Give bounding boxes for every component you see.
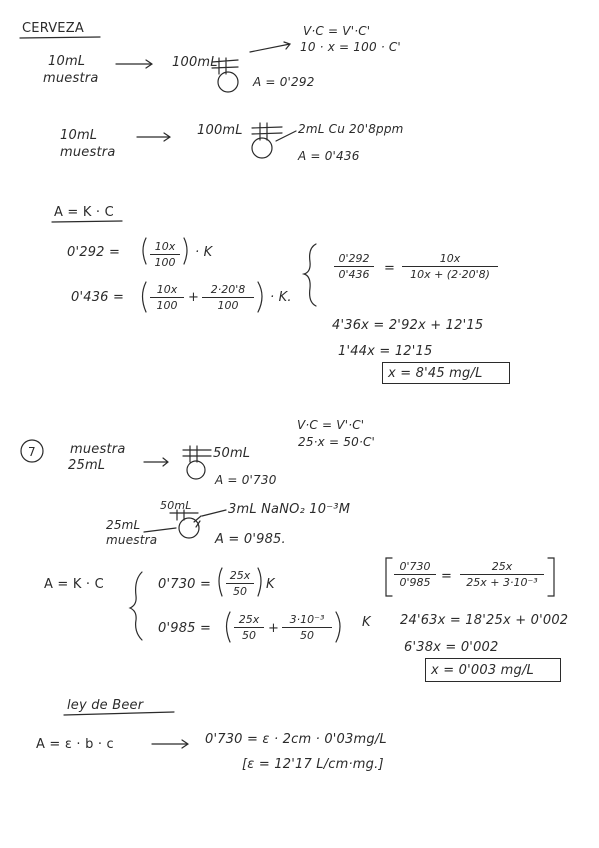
equation2-denominator-a: 100	[156, 299, 178, 312]
stir-mark	[194, 516, 201, 527]
equation2-numerator-b: 2·20'8	[202, 284, 254, 298]
sample-a-label: muestra	[43, 71, 99, 86]
dilution-equation-2-substituted: 25·x = 50·C'	[298, 435, 376, 449]
sample-a-volume: 10mL	[48, 54, 86, 69]
beer-law-kc-2: A = K · C	[44, 577, 104, 592]
equation1-denominator: 100	[154, 256, 176, 269]
solve-step-1: 4'36x = 2'92x + 12'15	[332, 318, 484, 333]
equation1-numerator: 10x	[150, 241, 180, 255]
result-1: x = 8'45 mg/L	[388, 366, 483, 381]
solve-step-2: 1'44x = 12'15	[338, 344, 433, 359]
arrow-icon	[250, 42, 290, 52]
ratio2-equals: =	[441, 569, 453, 584]
ratio-right-numerator: 10x	[402, 253, 498, 267]
bracket-left	[386, 558, 392, 596]
equation4-denominator-a: 50	[242, 629, 256, 642]
flask-neck-mark	[183, 446, 211, 462]
paren-left	[143, 238, 146, 264]
equation4-rhs: K	[362, 615, 371, 630]
sample-arrow-line	[144, 528, 176, 532]
equation4-numerator-b: 3·10⁻³	[282, 614, 332, 628]
equation3-lhs: 0'730 =	[158, 577, 212, 592]
paren-left	[227, 612, 231, 642]
equation4-numerator-a: 25x	[234, 614, 264, 628]
flask-volume-2b: 50mL	[160, 499, 192, 512]
ratio2-left-fraction	[394, 561, 436, 588]
flask-volume-2: 50mL	[213, 446, 251, 461]
equation4-fraction-b	[282, 614, 332, 641]
equation4-lhs: 0'985 =	[158, 621, 212, 636]
sample-b-volume: 10mL	[60, 128, 98, 143]
absorbance-2b: A = 0'985.	[215, 532, 286, 547]
equation1-lhs: 0'292 =	[67, 245, 121, 260]
dilution-equation: V·C = V'·C'	[303, 24, 371, 38]
ratio-left-denominator: 0'436	[338, 268, 370, 281]
bracket-right	[548, 558, 554, 596]
flask-a-volume: 100mL	[172, 55, 218, 70]
paren-left	[143, 282, 147, 312]
arrow-icon	[152, 740, 188, 748]
volumetric-flask-icon	[252, 138, 272, 158]
arrow-icon	[137, 133, 170, 141]
result-2: x = 0'003 mg/L	[431, 663, 534, 678]
absorbance-a: A = 0'292	[253, 75, 315, 89]
equation3-fraction	[226, 570, 254, 597]
solve2-step-2: 6'38x = 0'002	[404, 640, 499, 655]
ratio2-left-numerator: 0'730	[394, 561, 436, 575]
volumetric-flask-icon	[187, 461, 205, 479]
curly-brace	[304, 244, 316, 306]
problem-number: 7	[28, 445, 36, 459]
sample-volume-2: 25mL	[68, 458, 106, 473]
equation3-rhs: K	[266, 577, 275, 592]
equation4-fraction-a	[234, 614, 264, 641]
added-nitrite-standard: 3mL NaNO₂ 10⁻³M	[228, 502, 351, 517]
ratio-left-fraction	[334, 253, 374, 280]
sample-volume-2b: 25mL	[106, 518, 141, 532]
equation1-fraction	[150, 241, 180, 268]
sample-label-2b: muestra	[106, 533, 158, 547]
ratio2-right-numerator: 25x	[460, 561, 544, 575]
paren-right	[184, 238, 187, 264]
ratio-right-fraction	[402, 253, 498, 280]
equation2-fraction-b	[202, 284, 254, 311]
title-underline	[20, 37, 100, 38]
ratio2-right-denominator: 25x + 3·10⁻³	[466, 576, 538, 589]
equation1-rhs: · K	[195, 245, 213, 260]
paren-right	[258, 568, 261, 596]
beer-law-kc: A = K · C	[54, 205, 114, 220]
addition-line	[276, 131, 296, 141]
beer-law-substitution: 0'730 = ε · 2cm · 0'03mg/L	[205, 732, 387, 747]
beer-law-title: ley de Beer	[67, 698, 144, 713]
beer-law-formula: A = ε · b · c	[36, 737, 114, 752]
paren-left	[219, 568, 222, 596]
arrow-icon	[144, 458, 168, 466]
volumetric-flask-icon	[218, 72, 238, 92]
equation2-numerator-a: 10x	[150, 284, 184, 298]
equation2-rhs: · K.	[270, 290, 292, 305]
equation3-denominator: 50	[233, 585, 247, 598]
section-title-cerveza: CERVEZA	[22, 21, 84, 36]
beer-law-underline	[52, 221, 122, 222]
equation2-lhs: 0'436 =	[71, 290, 125, 305]
paren-right	[258, 282, 262, 312]
solve2-step-1: 24'63x = 18'25x + 0'002	[400, 613, 569, 628]
ratio-equals: =	[384, 261, 396, 276]
volumetric-flask-icon	[179, 518, 199, 538]
added-copper-standard: 2mL Cu 20'8ppm	[298, 122, 404, 136]
equation2-fraction-a	[150, 284, 184, 311]
absorbance-2a: A = 0'730	[215, 473, 277, 487]
equation4-denominator-b: 50	[300, 629, 314, 642]
equation3-numerator: 25x	[226, 570, 254, 584]
flask-b-volume: 100mL	[197, 123, 243, 138]
absorbance-b: A = 0'436	[298, 149, 360, 163]
ratio2-right-fraction	[460, 561, 544, 588]
ratio2-left-denominator: 0'985	[399, 576, 431, 589]
sample-b-label: muestra	[60, 145, 116, 160]
equation2-plus: +	[188, 290, 200, 305]
curly-brace	[130, 572, 142, 640]
dilution-equation-2: V·C = V'·C'	[297, 418, 365, 432]
sample-label-2: muestra	[70, 442, 126, 457]
arrow-icon	[116, 60, 152, 68]
ratio-left-numerator: 0'292	[334, 253, 374, 267]
equation4-plus: +	[268, 621, 280, 636]
addition-line	[202, 510, 226, 516]
flask-neck-mark	[252, 123, 282, 140]
paren-right	[336, 612, 340, 642]
dilution-equation-substituted: 10 · x = 100 · C'	[300, 40, 401, 54]
equation2-denominator-b: 100	[217, 299, 239, 312]
molar-absorptivity-result: [ε = 12'17 L/cm·mg.]	[242, 757, 384, 772]
ratio-right-denominator: 10x + (2·20'8)	[410, 268, 490, 281]
